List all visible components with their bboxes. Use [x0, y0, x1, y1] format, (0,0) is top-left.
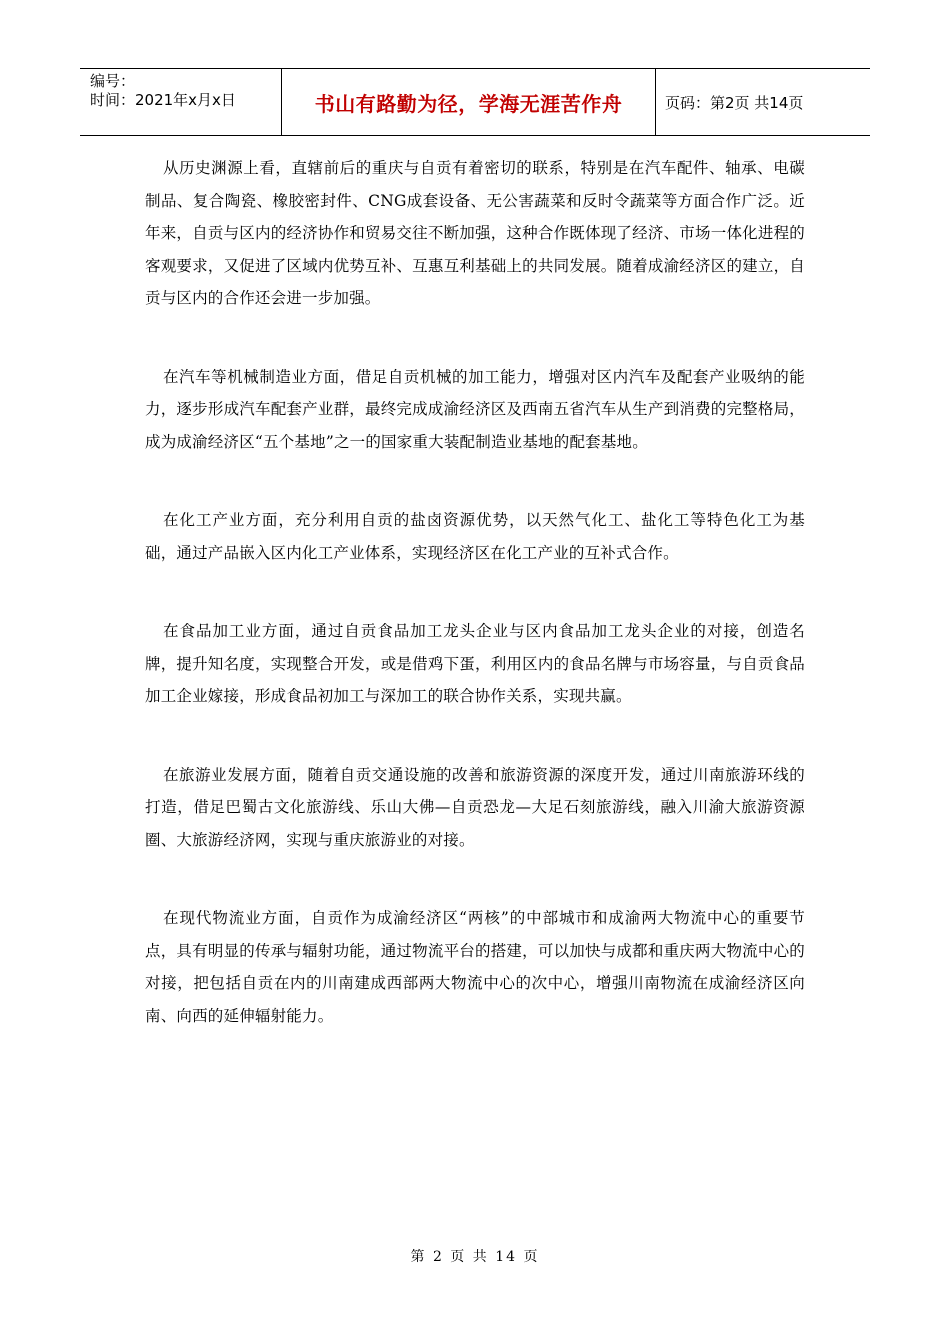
- page-header: [80, 68, 870, 136]
- document-time-label: 时间：2021年x月x日: [90, 91, 236, 109]
- document-number-label: 编号：: [90, 72, 136, 90]
- header-page-info: 页码：第2页 共14页: [665, 93, 804, 112]
- document-body: [145, 152, 805, 1078]
- paragraph-history: 从历史渊源上看，直辖前后的重庆与自贡有着密切的联系，特别是在汽车配件、轴承、电碳制品、复合陶瓷、橡胶密封件、CNG成套设备、无公害蔬菜和反时令蔬菜等方面合作广泛。近年来，自贡与区内的经济协作和贸易交往不断加强，这种合作既体现了经济、市场一体化进程的客观要求，又促进了区域内优势互补、互惠互利基础上的共同发展。随着成渝经济区的建立，自贡与区内的合作还会进一步加强。: [145, 159, 805, 307]
- paragraph-chemical: 在化工产业方面，充分利用自贡的盐卤资源优势，以天然气化工、盐化工等特色化工为基础，通过产品嵌入区内化工产业体系，实现经济区在化工产业的互补式合作。: [145, 511, 805, 562]
- paragraph-logistics: 在现代物流业方面，自贡作为成渝经济区“两核”的中部城市和成渝两大物流中心的重要节点，具有明显的传承与辐射功能，通过物流平台的搭建，可以加快与成都和重庆两大物流中心的对接，把包括自贡在内的川南建成西部两大物流中心的次中心，增强川南物流在成渝经济区向南、向西的延伸辐射能力。: [145, 909, 805, 1025]
- header-meta: [80, 69, 282, 135]
- paragraph-tourism: 在旅游业发展方面，随着自贡交通设施的改善和旅游资源的深度开发，通过川南旅游环线的打造，借足巴蜀古文化旅游线、乐山大佛—自贡恐龙—大足石刻旅游线，融入川渝大旅游资源圈、大旅游经济网，实现与重庆旅游业的对接。: [145, 765, 805, 849]
- page-footer: 第 2 页 共 14 页: [410, 1249, 540, 1265]
- header-motto: 书山有路勤为径，学海无涯苦作舟: [282, 69, 656, 135]
- paragraph-machinery: 在汽车等机械制造业方面，借足自贡机械的加工能力，增强对区内汽车及配套产业吸纳的能力，逐步形成汽车配套产业群，最终完成成渝经济区及西南五省汽车从生产到消费的完整格局，成为成渝经济区“五个基地”之一的国家重大装配制造业基地的配套基地。: [145, 367, 805, 451]
- paragraph-food: 在食品加工业方面，通过自贡食品加工龙头企业与区内食品加工龙头企业的对接，创造名牌，提升知名度，实现整合开发，或是借鸡下蛋，利用区内的食品名牌与市场容量，与自贡食品加工企业嫁接，形成食品初加工与深加工的联合协作关系，实现共赢。: [145, 622, 805, 705]
